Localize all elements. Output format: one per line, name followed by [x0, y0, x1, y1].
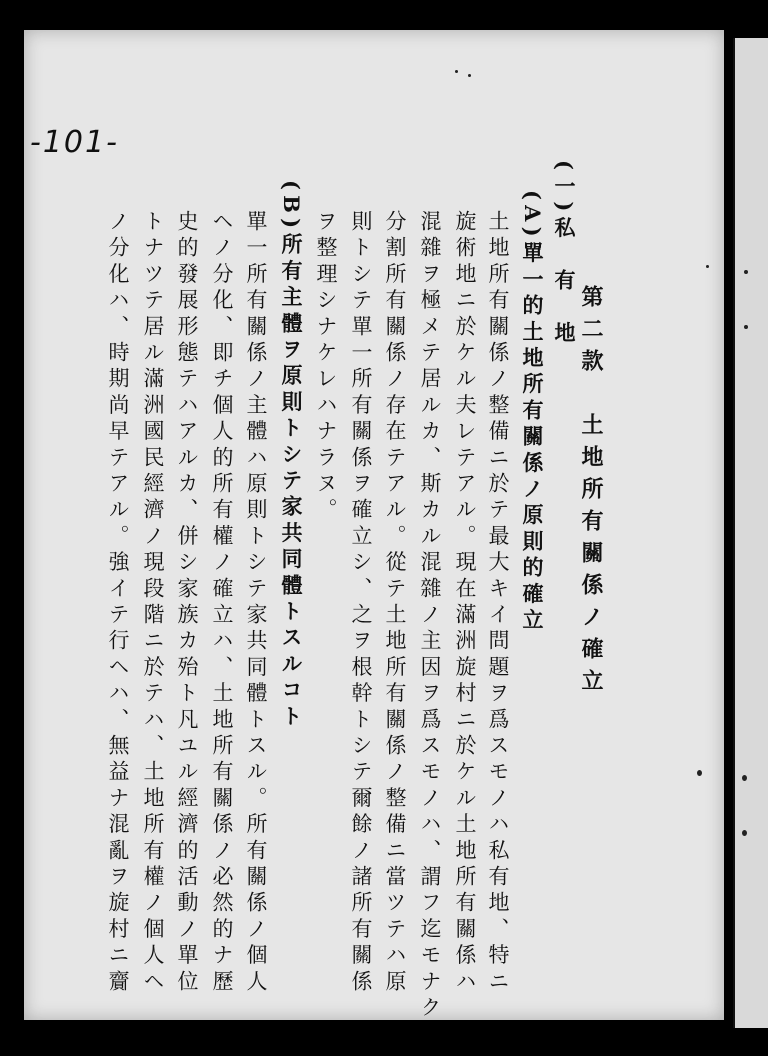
ink-speck [742, 775, 747, 781]
ink-speck [744, 270, 748, 274]
ink-speck [742, 830, 747, 836]
text-column: ヘノ分化、即チ個人的所有權ノ確立ハ、土地所有關係ノ必然的ナ歷 [210, 210, 234, 996]
text-column: (一)私 有 地 [552, 160, 577, 348]
adjacent-page-edge [733, 38, 768, 1028]
text-column: (B)所有主體ヲ原則トシテ家共同體トスルコト [279, 180, 304, 732]
text-column: 混雜ヲ極メテ居ルカ、斯カル混雜ノ主因ヲ爲スモノハ、謂フ迄モナク [418, 210, 442, 1023]
ink-speck [455, 70, 458, 73]
text-column: 旋術地ニ於ケル夫レテアル。現在滿洲旋村ニ於ケル土地所有關係ハ [453, 210, 477, 996]
ink-speck [697, 770, 702, 776]
text-column: 史的發展形態テハアルカ、併シ家族カ殆ト凡ユル經濟的活動ノ單位 [175, 210, 199, 996]
ink-speck [706, 265, 709, 268]
ink-speck [744, 325, 748, 329]
text-column: (A)單一的土地所有關係ノ原則的確立 [520, 190, 545, 635]
text-column: 則トシテ單一所有關係ヲ確立シ、之ヲ根幹トシテ爾餘ノ諸所有關係 [349, 210, 373, 996]
text-column: トナツテ居ル滿洲國民經濟ノ現段階ニ於テハ、土地所有權ノ個人ヘ [141, 210, 165, 996]
page-number: -101- [30, 125, 119, 160]
text-column: 單一所有關係ノ主體ハ原則トシテ家共同體トスル。所有關係ノ個人 [244, 210, 268, 996]
text-column: ノ分化ハ、時期尚早テアル。強イテ行ヘハ、無益ナ混亂ヲ旋村ニ齎 [106, 210, 130, 996]
text-column: 土地所有關係ノ整備ニ於テ最大キイ問題ヲ爲スモノハ私有地、特ニ [486, 210, 510, 996]
text-column: 分割所有關係ノ存在テアル。從テ土地所有關係ノ整備ニ當ツテハ原 [383, 210, 407, 996]
ink-speck [468, 74, 471, 77]
text-column: ヲ整理シナケレハナラヌ。 [314, 210, 338, 525]
section-heading: 第二款 土地所有關係ノ確立 [578, 285, 604, 701]
